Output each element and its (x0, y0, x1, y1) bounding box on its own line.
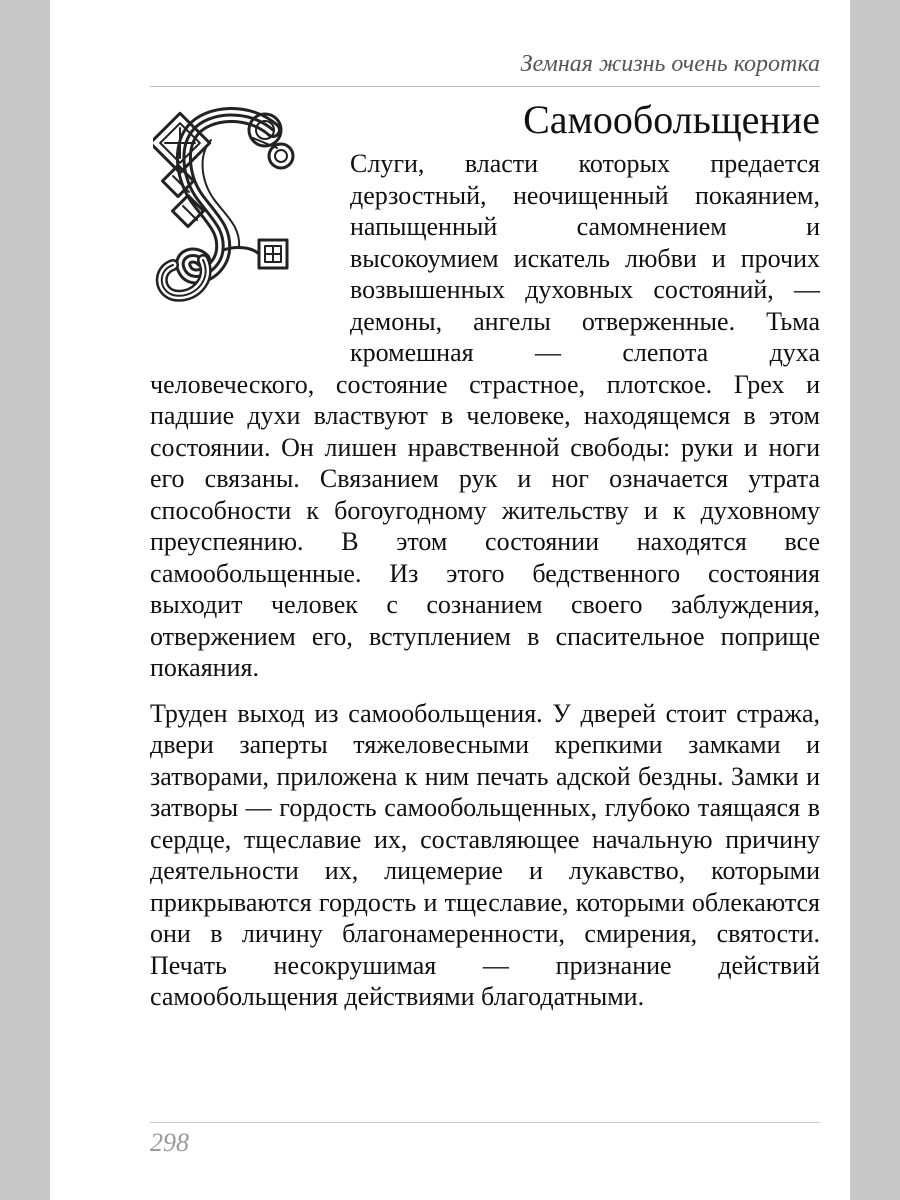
footer-divider (150, 1122, 820, 1123)
body-paragraph: Труден выход из самообольщения. У дверей стоит стража, двери заперты тяжеловесными крепкими замками и затворами, приложена к ним печать адской бездны. Замки и затворы — гордость самообольщенных, глубоко таящаяся в сердце, тщеславие их, составляющее начальную причину деятельности их, лицемерие и лукавство, которыми прикрываются гордость и тщеславие, которыми облекаются они в личину благонамеренности, смирения, святости. Печать несокрушимая — признание действий самообольщения действиями благодатными. (150, 698, 820, 1011)
body-paragraph (150, 148, 820, 684)
chapter-body (150, 148, 820, 1013)
paragraph-text: Слуги, власти которых предается дерзостный, неочищенный покаянием, напыщенный самомнением и высокоумием искатель любви и прочих возвышенных духовных состояний, — демоны, ангелы отверженные. Тьма кромешная — слепота духа человеческого, состояние страстное, плотское. Грех и падшие духи властвуют в человеке, находящемся в этом состоянии. Он лишен нравственной свободы: руки и ноги его связаны. Связанием рук и ног означается утрата способности к богоугодному жительству и к духовному преуспеянию. В этом состоянии находятся все самообольщенные. Из этого бедственного состояния выходит человек с сознанием своего заблуждения, отвержением его, вступлением в спасительное поприще покаяния. (150, 149, 820, 682)
header-divider (150, 86, 820, 87)
book-page (50, 0, 850, 1200)
dropcap-spacer (150, 148, 350, 338)
page-number: 298 (150, 1128, 189, 1157)
chapter-title: Самообольщение (523, 97, 820, 142)
running-header: Земная жизнь очень коротка (520, 51, 820, 77)
